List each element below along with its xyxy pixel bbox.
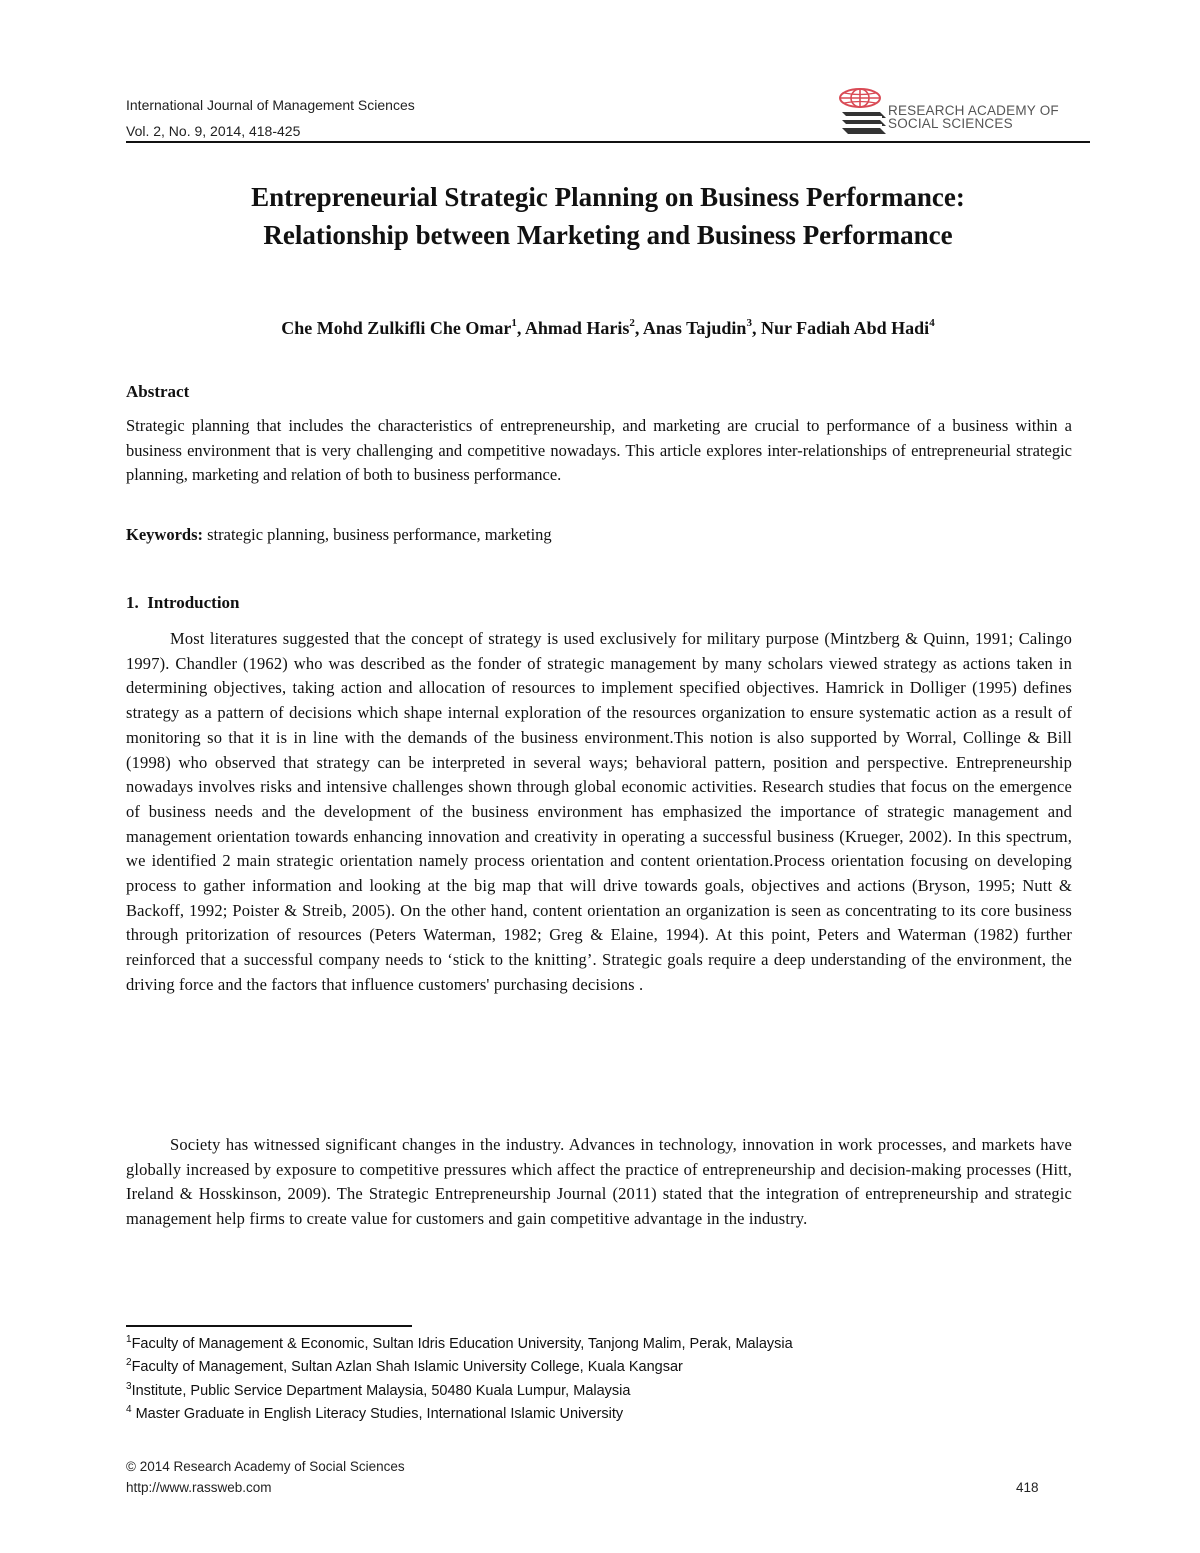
keywords [126,525,552,545]
globe-book-icon [836,86,892,142]
footnote: $^1$Faculty of Management & Economic, Sultan Idris Education University, Tanjong Malim, Perak, Malaysia [126,1334,793,1352]
introduction-paragraph-1: Most literatures suggested that the concept of strategy is used exclusively for military purpose (Mintzberg & Quinn, 1991; Calingo 1997). Chandler (1962) who was described as the fonder of strategic management by many scholars viewed strategy as actions taken in determining objectives, taking action and allocation of resources to implement specified objectives. Hamrick in Dolliger (1995) defines strategy as a pattern of decisions which shape internal exploration of the resources organization to ensure systematic action as a result of monitoring so that it is in line with the demands of the business environment.This notion is also supported by Worral, Collinge & Bill (1998) who observed that strategy can be interpreted in several ways; behavioral pattern, position and perspective. Entrepreneurship nowadays involves risks and intensive challenges shown through global economic activities. Research studies that focus on the emergence of business needs and the development of the business environment has emphasized the importance of strategic management and management orientation towards enhancing innovation and creativity in operating a successful business (Krueger, 2002). In this spectrum, we identified 2 main strategic orientation namely process orientation and content orientation.Process orientation focusing on developing process to gather information and looking at the big map that will drive towards goals, objectives and actions (Bryson, 1995; Nutt & Backoff, 1992; Poister & Streib, 2005). On the other hand, content orientation an organization is seen as concentrating to its core business through pritorization of resources (Peters Waterman, 1982; Greg & Elaine, 1994). At this point, Peters and Waterman (1982) further reinforced that a successful company needs to ‘stick to the knitting’. Strategic goals require a deep understanding of the environment, the driving force and the factors that influence customers' purchasing decisions . [126,629,1072,994]
author-name: Che Mohd Zulkifli Che Omar [281,318,512,338]
journal-name: International Journal of Management Sciences [126,97,415,113]
paper-title [126,178,1090,254]
header-rule [126,141,1090,143]
copyright-notice: © 2014 Research Academy of Social Sciences [126,1459,405,1474]
abstract-heading: Abstract [126,382,190,401]
author-list: Che Mohd Zulkifli Che Omar$^1$, Ahmad Haris$^2$, Anas Tajudin$^3$, Nur Fadiah Abd Hadi$^4$ [281,317,935,338]
journal-volume: Vol. 2, No. 9, 2014, 418-425 [126,123,301,139]
keywords-text: strategic planning, business performance, marketing [203,525,552,544]
publisher-logo [836,86,1096,140]
author-affiliation-mark: 3 [746,317,752,329]
paper-title-line2: Relationship between Marketing and Business Performance [263,220,953,250]
page-number: 418 [1016,1480,1039,1495]
author-affiliation-mark: 4 [929,317,935,329]
section-heading-introduction: 1. Introduction [126,593,240,612]
paper-title-line1: Entrepreneurial Strategic Planning on Business Performance: [251,182,965,212]
footnote-rule [126,1325,412,1327]
footnote: $^4$ Master Graduate in English Literacy Studies, International Islamic University [126,1403,624,1422]
introduction-paragraph-2: Society has witnessed significant changes in the industry. Advances in technology, innovation in work processes, and markets have globally increased by exposure to competitive pressures which affect the practice of entrepreneurship and decision-making processes (Hitt, Ireland & Hosskinson, 2009). The Strategic Entrepreneurship Journal (2011) stated that the integration of entrepreneurship and strategic management help firms to create value for customers and gain competitive advantage in the industry. [126,1135,1072,1229]
footnote: $^2$Faculty of Management, Sultan Azlan Shah Islamic University College, Kuala Kangsar [126,1357,683,1376]
author-name: Nur Fadiah Abd Hadi [760,318,930,338]
author-affiliation-mark: 1 [511,317,517,329]
keywords-label: Keywords: [126,525,203,544]
author-name: Anas Tajudin [642,318,747,338]
footnote: $^3$Institute, Public Service Department Malaysia, 50480 Kuala Lumpur, Malaysia [126,1380,631,1399]
footnotes [126,1333,793,1426]
author-name: Ahmad Haris [524,318,630,338]
publisher-logo-text: RESEARCH ACADEMY OF SOCIAL SCIENCES [888,103,1059,131]
abstract-text: Strategic planning that includes the characteristics of entrepreneurship, and marketing are crucial to performance of a business within a business environment that is very challenging and competitive nowadays. This article explores inter-relationships of entrepreneurial strategic planning, marketing and relation of both to business performance. [126,416,1072,485]
publisher-url[interactable]: http://www.rassweb.com [126,1480,272,1495]
author-affiliation-mark: 2 [629,317,635,329]
